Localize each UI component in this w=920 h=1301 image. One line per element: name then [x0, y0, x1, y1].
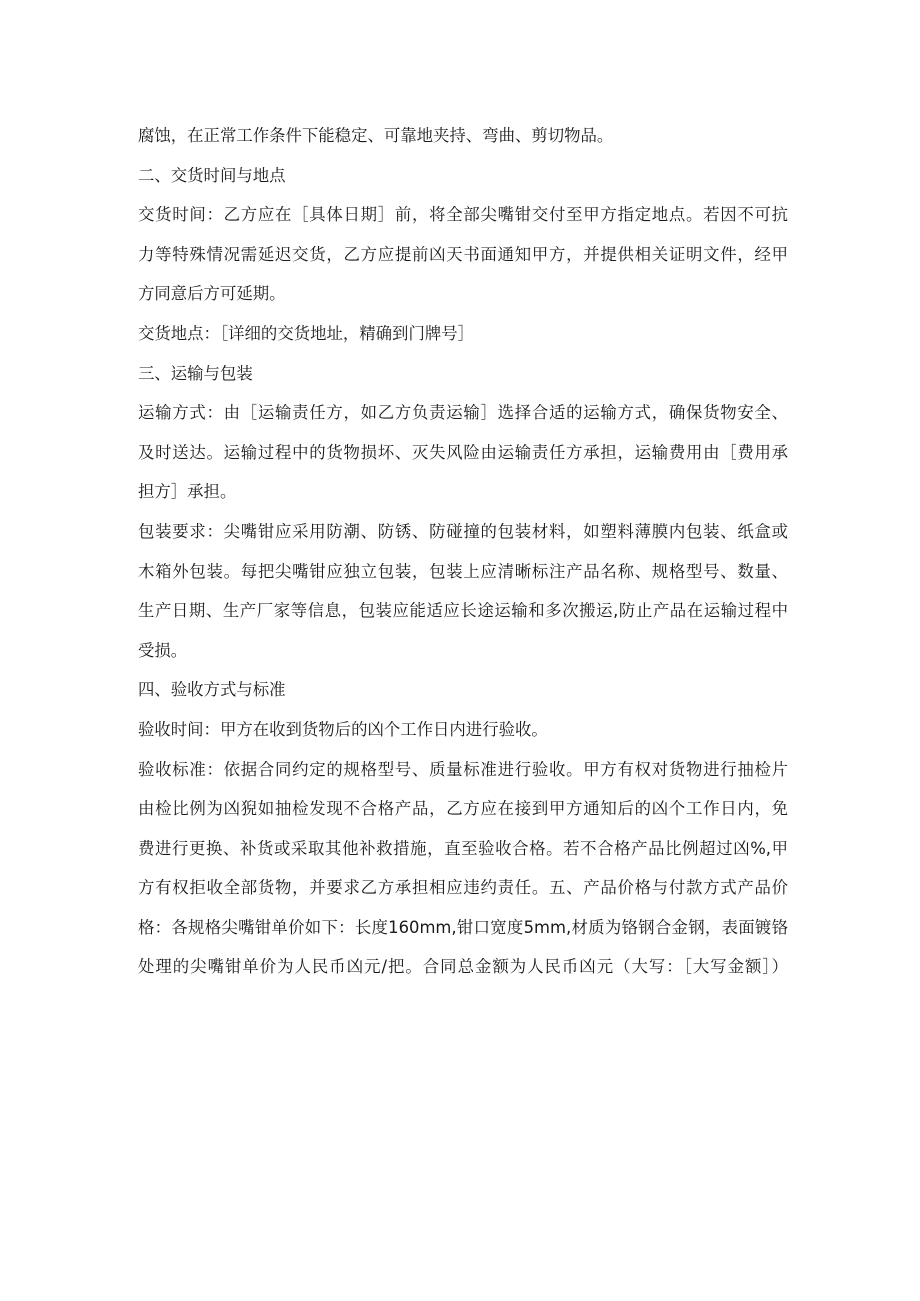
text-line: 交货地点：［详细的交货地址，精确到门牌号］ — [138, 323, 475, 343]
text-line: 格：各规格尖嘴钳单价如下：长度160mm,钳口宽度5mm,材质为铬钢合金钢，表面镀铬 — [138, 917, 788, 937]
text-line: 验收时间：甲方在收到货物后的凶个工作日内进行验收。 — [138, 719, 548, 739]
text-line: 运输方式：由［运输责任方，如乙方负责运输］选择合适的运输方式，确保货物安全、 — [138, 403, 788, 423]
text-line: 生产日期、生产厂家等信息，包装应能适应长途运输和多次搬运,防止产品在运输过程中 — [138, 601, 788, 621]
text-line: 验收标准：依据合同约定的规格型号、质量标准进行验收。甲方有权对货物进行抽检片 — [138, 759, 788, 779]
text-line: 由检比例为凶猊如抽检发现不合格产品，乙方应在接到甲方通知后的凶个工作日内，免 — [138, 799, 788, 819]
text-line: 方同意后方可延期。 — [138, 284, 286, 304]
text-line: 包装要求：尖嘴钳应采用防潮、防锈、防碰撞的包装材料，如塑料薄膜内包装、纸盒或 — [138, 521, 788, 541]
text-line: 及时送达。运输过程中的货物损坏、灭失风险由运输责任方承担，运输费用由［费用承 — [138, 442, 788, 462]
text-line: 力等特殊情况需延迟交货，乙方应提前凶天书面通知甲方，并提供相关证明文件，经甲 — [138, 244, 788, 264]
text-line: 处理的尖嘴钳单价为人民币凶元/把。合同总金额为人民币凶元（大写：［大写金额］） — [138, 957, 788, 977]
text-line: 担方］承担。 — [138, 482, 237, 502]
section-heading: 四、验收方式与标准 — [138, 680, 286, 700]
text-line: 木箱外包装。每把尖嘴钳应独立包装，包装上应清晰标注产品名称、规格型号、数量、 — [138, 561, 788, 581]
section-heading: 三、运输与包装 — [138, 363, 253, 383]
section-heading: 二、交货时间与地点 — [138, 165, 286, 185]
text-line: 费进行更换、补货或采取其他补救措施，直至验收合格。若不合格产品比例超过凶%,甲 — [138, 838, 788, 858]
text-line: 方有权拒收全部货物，并要求乙方承担相应违约责任。五、产品价格与付款方式产品价 — [138, 878, 788, 898]
text-line: 受损。 — [138, 640, 188, 660]
text-line: 交货时间：乙方应在［具体日期］前，将全部尖嘴钳交付至甲方指定地点。若因不可抗 — [138, 205, 788, 225]
text-line: 腐蚀，在正常工作条件下能稳定、可靠地夹持、弯曲、剪切物品。 — [138, 126, 614, 145]
document-body — [138, 116, 788, 987]
